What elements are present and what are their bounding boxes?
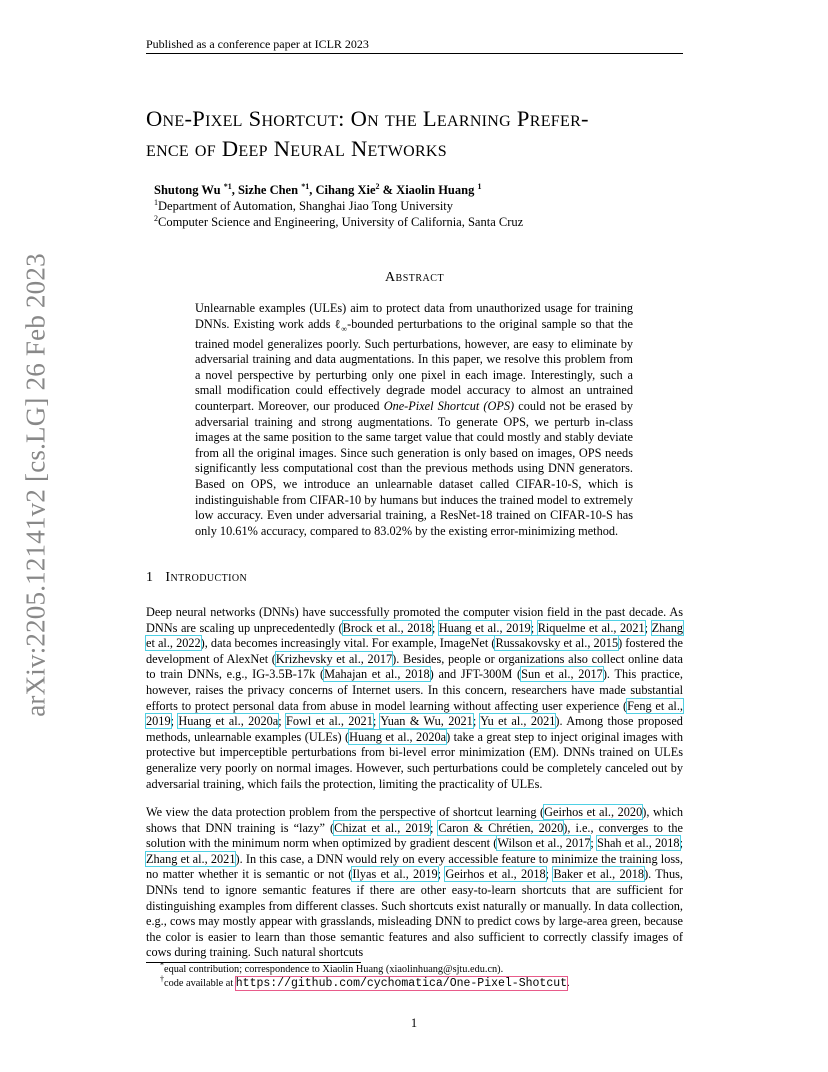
text-run: ), data becomes increasingly vital. For example, ImageNet ( (200, 636, 496, 651)
citation-link[interactable]: Ilyas et al., 2019 (352, 867, 438, 882)
affiliation-2: $^2$Computer Science and Engineering, University of California, Santa Cruz (154, 213, 524, 229)
citation-link[interactable]: Caron & Chrétien, 2020 (438, 820, 564, 835)
citation-link[interactable]: Baker et al., 2018 (553, 867, 645, 882)
citation-link[interactable]: Geirhos et al., 2020 (544, 805, 643, 819)
arxiv-id[interactable]: arXiv:2205.12141v2 [cs.LG] 26 Feb 2023 (20, 253, 51, 717)
section-title: Introduction (165, 570, 248, 585)
text-run: ). This practice, however, raises the privacy concerns of Internet users. In this concern, researchers have made substantial efforts to protect personal data from abuse in model learning without affecting user experience ( (146, 667, 683, 713)
citation-link[interactable]: Brock et al., 2018 (342, 620, 432, 635)
text-run: We view the data protection problem from the perspective of shortcut learning ( (146, 805, 545, 819)
header-rule (146, 53, 683, 54)
citation-link[interactable]: Zhang et al., 2021 (146, 851, 236, 866)
section-heading (146, 570, 247, 586)
arxiv-sidebar (18, 253, 54, 717)
paper-title (146, 104, 706, 164)
intro-paragraph-2: We view the data protection problem from the perspective of shortcut learning (Geirhos et al., 2020), which shows that DNN training is “lazy” (Chizat et al., 2019; Caron & Chrétien, 2020), i.e., converges to the solution with the minimum norm when optimized by gradient descent (Wilson et al., 2017; Shah et al., 2018; Zhang et al., 2021). In this case, a DNN would rely on every accessible feature to minimize the training loss, no matter whether it is semantic or not (Ilyas et al., 2019; Geirhos et al., 2018; Baker et al., 2018). Thus, DNNs tend to ignore semantic features if there are other easy-to-learn shortcuts that are sufficient for distinguishing examples from different classes. Such shortcuts exist naturally or manually. In data collection, e.g., cows may mostly appear with grasslands, misleading DNN to predict cows by large-area green, because the color is easier to learn than those semantic features and also sufficient to correctly classify images of cows during training. Such natural shortcuts (146, 805, 684, 960)
citation-link[interactable]: Zhang et al., 2022 (146, 620, 684, 651)
page-number: 1 (410, 1016, 418, 1030)
text-run: ). Among those proposed methods, unlearnable examples (ULEs) ( (146, 714, 683, 744)
citation-link[interactable]: Geirhos et al., 2018 (445, 867, 546, 882)
abstract-heading: Abstract (384, 270, 445, 285)
text-run: ) take a great step to inject original images with protective but imperceptible perturbations from bi-level error minimization (EM). DNNs trained on ULEs generalize very poorly on normal images. However, such perturbations could be completely canceled out by adversarial training, which fails the protection, limiting the practicality of ULEs. (146, 729, 683, 791)
text-run: ) fostered the development of AlexNet ( (146, 636, 684, 666)
author-names: Shutong Wu $^{*1}$, Sizhe Chen $^{*1}$, Cihang Xie$^2$ & Xiaolin Huang $^1$ (154, 181, 482, 197)
footnote-2: †code available at https://github.com/cychomatica/One-Pixel-Shotcut. (160, 974, 570, 990)
running-head: Published as a conference paper at ICLR 2023 (146, 37, 369, 51)
citation-link[interactable]: Huang et al., 2020a (178, 714, 279, 729)
citation-link[interactable]: Sun et al., 2017 (521, 667, 603, 682)
author-block (154, 182, 674, 230)
citation-link[interactable]: Wilson et al., 2017 (497, 836, 591, 851)
text-run: ) and JFT-300M ( (429, 667, 522, 682)
code-url-link[interactable]: https://github.com/cychomatica/One-Pixel-Shotcut (235, 977, 568, 990)
text-run: ), i.e., converges to the solution with the minimum norm when optimized by gradient descent ( (146, 820, 683, 851)
affiliation-1: $^1$Department of Automation, Shanghai Jiao Tong University (154, 197, 454, 213)
citation-link[interactable]: Fowl et al., 2021 (285, 714, 373, 729)
citation-link[interactable]: Yuan & Wu, 2021 (380, 714, 473, 729)
citation-link[interactable]: Yu et al., 2021 (480, 714, 556, 729)
title-line-2: ence of Deep Neural Networks (146, 136, 447, 161)
citation-link[interactable]: Shah et al., 2018 (596, 836, 680, 851)
citation-link[interactable]: Mahajan et al., 2018 (324, 667, 430, 682)
citation-link[interactable]: Krizhevsky et al., 2017 (275, 651, 393, 666)
text-run: . (567, 978, 570, 989)
title-line-1: One-Pixel Shortcut: On the Learning Prefer- (146, 106, 589, 131)
citation-link[interactable]: Chizat et al., 2019 (334, 820, 430, 835)
abstract-text: Unlearnable examples (ULEs) aim to protect data from unauthorized usage for training DNNs. Existing work adds ℓ$_\infty$-bounded perturbations to the original sample so that the trained model generalizes poorly. Such perturbations, however, are easy to eliminate by adversarial training and data augmentations. In this paper, we resolve this problem from a novel perspective by perturbing only one pixel in each image. Interestingly, such a small modification could effectively degrade model accuracy to almost an untrained counterpart. Moreover, our produced One-Pixel Shortcut (OPS) could not be erased by adversarial training and strong augmentations. To generate OPS, we perturb in-class images at the same position to the same target value that could mostly and stably deviate from all the original images. Since such generation is only based on images, OPS needs significantly less computational cost than the previous methods using DNN generators. Based on OPS, we introduce an unlearnable dataset called CIFAR-10-S, which is indistinguishable from CIFAR-10 by humans but induces the trained model to extremely low accuracy. Even under adversarial training, a ResNet-18 trained on CIFAR-10-S has only 10.61% accuracy, compared to 83.02% by the existing error-minimizing method. (195, 301, 633, 538)
intro-paragraph-1: Deep neural networks (DNNs) have successfully promoted the computer vision field in the past decade. As DNNs are scaling up unprecedentedly (Brock et al., 2018; Huang et al., 2019; Riquelme et al., 2021; Zhang et al., 2022), data becomes increasingly vital. For example, ImageNet (Russakovsky et al., 2015) fostered the development of AlexNet (Krizhevsky et al., 2017). Besides, people or organizations also collect online data to train DNNs, e.g., IG-3.5B-17k (Mahajan et al., 2018) and JFT-300M (Sun et al., 2017). This practice, however, raises the privacy concerns of Internet users. In this concern, researchers have made substantial efforts to protect personal data from abuse in model learning without affecting user experience (Feng et al., 2019; Huang et al., 2020a; Fowl et al., 2021; Yuan & Wu, 2021; Yu et al., 2021). Among those proposed methods, unlearnable examples (ULEs) (Huang et al., 2020a) take a great step to inject original images with protective but imperceptible perturbations from bi-level error minimization (EM). DNNs trained on ULEs generalize very poorly on normal images. However, such perturbations could be completely canceled out by adversarial training, which fails the protection, limiting the practicality of ULEs. (146, 605, 684, 791)
footnote-1: *equal contribution; correspondence to Xiaolin Huang (xiaolinhuang@sjtu.edu.cn). (160, 960, 504, 975)
text-run: ). In this case, a DNN would rely on every accessible feature to minimize the training loss, no matter whether it is semantic or not ( (146, 851, 683, 882)
text-run: ). Besides, people or organizations also collect online data to train DNNs, e.g., IG-3.5B-17k ( (146, 651, 683, 682)
citation-link[interactable]: Huang et al., 2020a (349, 729, 447, 744)
text-run: Deep neural networks (DNNs) have successfully promoted the computer vision field in the past decade. As DNNs are scaling up unprecedentedly ( (146, 605, 683, 635)
citation-link[interactable]: Russakovsky et al., 2015 (495, 636, 619, 651)
citation-link[interactable]: Riquelme et al., 2021 (537, 620, 645, 635)
text-run: ). Thus, DNNs tend to ignore semantic features if there are other easy-to-learn shortcuts that are sufficient for distinguishing examples from different classes. Such shortcuts exist naturally or manually. In data collection, e.g., cows may mostly appear with grasslands, misleading DNN to predict cows by large-area green, because the color is easier to learn than those semantic features and also sufficient to correctly classify images of cows during training. Such natural shortcuts (146, 867, 683, 960)
citation-link[interactable]: Feng et al., 2019 (146, 698, 683, 729)
text-run: ), which shows that DNN training is “lazy” ( (146, 805, 684, 835)
section-number: 1 (146, 570, 154, 585)
citation-link[interactable]: Huang et al., 2019 (438, 620, 531, 635)
